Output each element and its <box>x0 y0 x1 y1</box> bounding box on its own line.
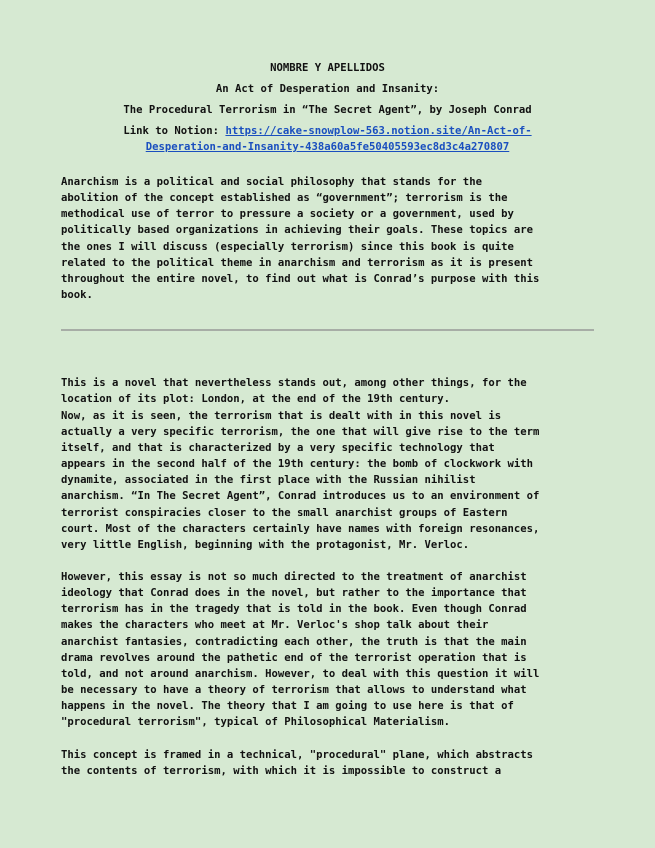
notion-link-line <box>61 123 594 155</box>
body-line: appears in the second half of the 19th century: the bomb of clockwork with <box>61 458 533 471</box>
document-title: An Act of Desperation and Insanity: <box>215 83 440 95</box>
body-line: makes the characters who meet at Mr. Verloc's shop talk about their <box>61 619 489 632</box>
body-paragraph-3 <box>61 747 594 779</box>
notion-link-label: Link to Notion: <box>123 125 220 137</box>
body-line: This is a novel that nevertheless stands out, among other things, for the <box>61 377 527 390</box>
intro-line: book. <box>61 289 93 302</box>
body-line: terrorist conspiracies closer to the small anarchist groups of Eastern <box>61 506 508 519</box>
body-line: However, this essay is not so much directed to the treatment of anarchist <box>61 570 527 583</box>
body-line: drama revolves around the pathetic end of the terrorist operation that is <box>61 651 527 664</box>
body-line: told, and not around anarchism. However, to deal with this question it will <box>61 667 540 680</box>
body-line: very little English, beginning with the protagonist, Mr. Verloc. <box>61 538 470 551</box>
notion-link-text-2[interactable]: Desperation-and-Insanity-438a60a5fe50405593ec8d3c4a270807 <box>145 141 510 153</box>
intro-line: the ones I will discuss (especially terrorism) since this book is quite <box>61 240 514 253</box>
body-line: This concept is framed in a technical, "procedural" plane, which abstracts <box>61 748 533 761</box>
intro-paragraph <box>61 174 594 303</box>
body-line: actually a very specific terrorism, the one that will give rise to the term <box>61 425 540 438</box>
body-line: terrorism has in the tragedy that is told in the book. Even though Conrad <box>61 603 527 616</box>
body-line: court. Most of the characters certainly have names with foreign resonances, <box>61 522 540 535</box>
body-line: itself, and that is characterized by a very specific technology that <box>61 441 495 454</box>
body-line: anarchist fantasies, contradicting each other, the truth is that the main <box>61 635 527 648</box>
body-line: happens in the novel. The theory that I am going to use here is that of <box>61 700 514 713</box>
document-subtitle: The Procedural Terrorism in “The Secret Agent”, by Joseph Conrad <box>123 104 532 116</box>
body-line: "procedural terrorism", typical of Philosophical Materialism. <box>61 716 451 729</box>
intro-line: related to the political theme in anarchism and terrorism as it is present <box>61 256 533 269</box>
notion-link-text-1[interactable]: https://cake-snowplow-563.notion.site/An-Act-of- <box>225 125 532 137</box>
body-line: be necessary to have a theory of terrorism that allows to understand what <box>61 684 527 697</box>
body-line: Now, as it is seen, the terrorism that is dealt with in this novel is <box>61 409 502 422</box>
body-line: ideology that Conrad does in the novel, but rather to the importance that <box>61 587 527 600</box>
body-paragraph-1 <box>61 375 594 553</box>
intro-line: Anarchism is a political and social philosophy that stands for the <box>61 176 482 188</box>
document-header <box>61 60 594 155</box>
body-line: location of its plot: London, at the end of the 19th century. <box>61 393 451 406</box>
body-line: dynamite, associated in the first place with the Russian nihilist <box>61 474 476 487</box>
body-paragraph-2 <box>61 569 594 731</box>
author-name: NOMBRE Y APELLIDOS <box>270 62 385 74</box>
body-line: anarchism. “In The Secret Agent”, Conrad introduces us to an environment of <box>61 490 540 503</box>
intro-line: methodical use of terror to pressure a society or a government, used by <box>61 208 514 221</box>
intro-line: abolition of the concept established as “government”; terrorism is the <box>61 192 508 205</box>
intro-line: politically based organizations in achieving their goals. These topics are <box>61 224 533 237</box>
body-line: the contents of terrorism, with which it is impossible to construct a <box>61 764 502 777</box>
intro-line: throughout the entire novel, to find out what is Conrad’s purpose with this <box>61 272 540 285</box>
